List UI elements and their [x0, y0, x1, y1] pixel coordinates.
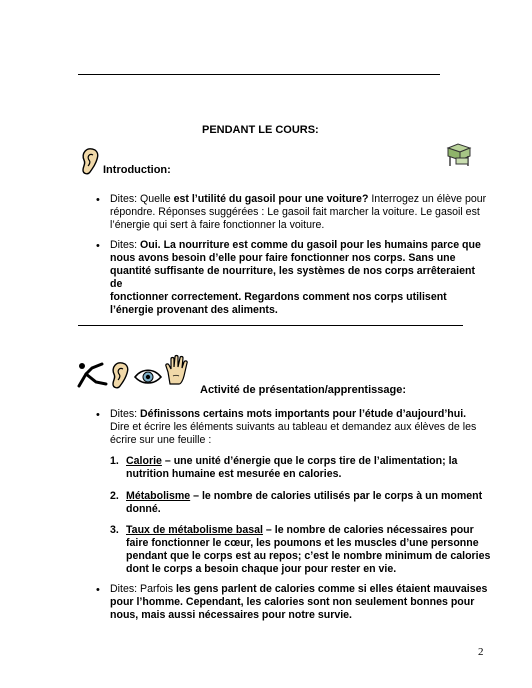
bullet-marker: • [96, 409, 100, 421]
top-divider [78, 74, 440, 75]
text-line [126, 524, 491, 537]
text-run: – le nombre de calories utilisés par le corps à un moment [190, 490, 483, 502]
text-line [110, 421, 490, 434]
text-run: Dites: [110, 239, 141, 251]
activity-heading: Activité de présentation/apprentissage: [200, 384, 406, 396]
text-run: Oui. La nourriture est comme du gasoil pour les humains parce que [140, 239, 481, 251]
text-line [110, 193, 490, 206]
bullet-marker: • [96, 584, 100, 596]
activity-bullet-2 [110, 583, 490, 622]
text-line [126, 503, 491, 516]
text-line [126, 563, 491, 576]
intro-bullet-1 [110, 193, 490, 232]
definition-calorie [126, 455, 491, 481]
text-run: Dites: Parfois [110, 583, 176, 595]
definition-taux-metabolisme-basal [126, 524, 491, 576]
text-run: nous, mais aussi nécessaires pour notre survie. [110, 609, 352, 621]
item-number: 2. [110, 490, 119, 502]
intro-heading: Introduction: [103, 164, 171, 176]
text-run: faire fonctionner le cœur, les poumons et les muscles d’une personne [126, 537, 479, 549]
text-line [110, 206, 490, 219]
text-line [110, 291, 490, 304]
text-line [110, 596, 490, 609]
text-run: donné. [126, 503, 161, 515]
text-line [110, 583, 490, 596]
text-line [126, 468, 491, 481]
text-run: quantité suffisante de nourriture, les systèmes de nos corps arrêteraient de [110, 265, 476, 290]
text-line [110, 239, 490, 252]
ear-icon [80, 146, 102, 176]
bullet-marker: • [96, 240, 100, 252]
page-number: 2 [478, 646, 484, 658]
item-number: 1. [110, 455, 119, 467]
middle-divider [78, 325, 463, 326]
text-run: Interrogez un élève pour [368, 193, 487, 205]
text-run: l’énergie provenant des aliments. [110, 304, 278, 316]
text-line [110, 252, 490, 265]
text-run: – le nombre de calories nécessaires pour [262, 524, 474, 536]
text-line [126, 550, 491, 563]
text-run: dont le corps a besoin chaque jour pour rester en vie. [126, 563, 397, 575]
item-number: 3. [110, 524, 119, 536]
text-run: Définissons certains mots importants pour l’étude d’aujourd’hui. [140, 408, 467, 420]
text-run: l’énergie qui sert à faire fonctionner la voiture. [110, 219, 325, 231]
text-run: répondre. Réponses suggérées : Le gasoil fait marcher la voiture. Le gasoil est [110, 206, 480, 218]
text-run: Taux de métabolisme basal [126, 524, 263, 536]
text-run: nous avons besoin d’elle pour faire fonctionner nos corps. Sans une [110, 252, 456, 264]
text-run: – une unité d’énergie que le corps tire de l’alimentation; la [161, 455, 458, 467]
text-line [110, 265, 490, 291]
ear-icon [110, 360, 132, 390]
activity-bullet-1 [110, 408, 490, 447]
text-run: pendant que le corps est au repos; c’est le nombre minimum de calories [126, 550, 491, 562]
text-line [110, 219, 490, 232]
text-line [110, 408, 490, 421]
text-line [110, 609, 490, 622]
text-run: Dites: [110, 408, 141, 420]
intro-bullet-2 [110, 239, 490, 317]
text-run: fonctionner correctement. Regardons comment nos corps utilisent [110, 291, 447, 303]
text-run: Dire et écrire les éléments suivants au tableau et demandez aux élèves de les [110, 421, 477, 433]
text-run: est l’utilité du gasoil pour une voiture? [173, 193, 369, 205]
text-line [126, 455, 491, 468]
eye-icon [134, 368, 162, 386]
text-run: Calorie [126, 455, 162, 467]
text-line [110, 304, 490, 317]
text-run: pour l’homme. Cependant, les calories sont non seulement bonnes pour [110, 596, 475, 608]
text-run: Dites: Quelle [110, 193, 174, 205]
page-title: PENDANT LE COURS: [202, 124, 319, 136]
stretching-figure-icon [76, 360, 110, 388]
definition-metabolisme [126, 490, 491, 516]
text-run: les gens parlent de calories comme si elles étaient mauvaises [175, 583, 488, 595]
bullet-marker: • [96, 194, 100, 206]
text-run: Métabolisme [126, 490, 191, 502]
text-line [126, 490, 491, 503]
text-line [110, 434, 490, 447]
text-run: écrire sur une feuille : [110, 434, 212, 446]
hand-icon [164, 354, 190, 386]
text-run: nutrition humaine est mesurée en calories. [126, 468, 342, 480]
desk-chair-icon [444, 142, 474, 170]
text-line [126, 537, 491, 550]
